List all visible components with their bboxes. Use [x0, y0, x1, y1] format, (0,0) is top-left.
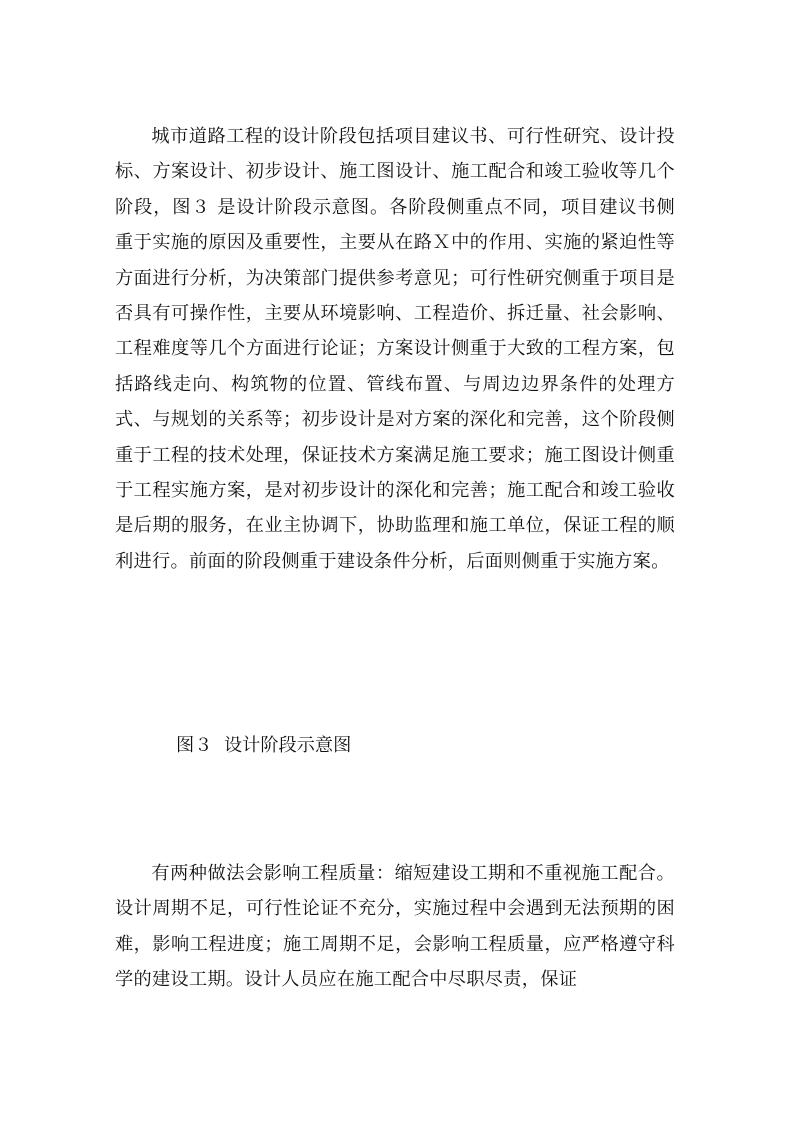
- body-paragraph-construction-quality: 有两种做法会影响工程质量：缩短建设工期和不重视施工配合。设计周期不足，可行性论证不充分，实施过程中会遇到无法预期的困难，影响工程进度；施工周期不足，会影响工程质量，应严格遵守科学的建设工期。设计人员应在施工配合中尽职尽责，保证: [115, 863, 675, 991]
- body-paragraph-design-stages: 城市道路工程的设计阶段包括项目建议书、可行性研究、设计投标、方案设计、初步设计、施工图设计、施工配合和竣工验收等几个阶段，图３ 是设计阶段示意图。各阶段侧重点不同，项目建议书侧重于实施的原因及重要性，主要从在路Ｘ中的作用、实施的紧迫性等方面进行分析，为决策部门提供参考意见；可行性研究侧重于项目是否具有可操作性，主要从环境影响、工程造价、拆迁量、社会影响、工程难度等几个方面进行论证；方案设计侧重于大致的工程方案，包括路线走向、构筑物的位置、管线布置、与周边边界条件的处理方式、与规划的关系等；初步设计是对方案的深化和完善，这个阶段侧重于工程的技术处理，保证技术方案满足施工要求；施工图设计侧重于工程实施方案，是对初步设计的深化和完善；施工配合和竣工验收是后期的服务，在业主协调下，协助监理和施工单位，保证工程的顺利进行。前面的阶段侧重于建设条件分析，后面则侧重于实施方案。: [115, 126, 675, 572]
- figure-caption: 图３ 设计阶段示意图: [176, 735, 352, 756]
